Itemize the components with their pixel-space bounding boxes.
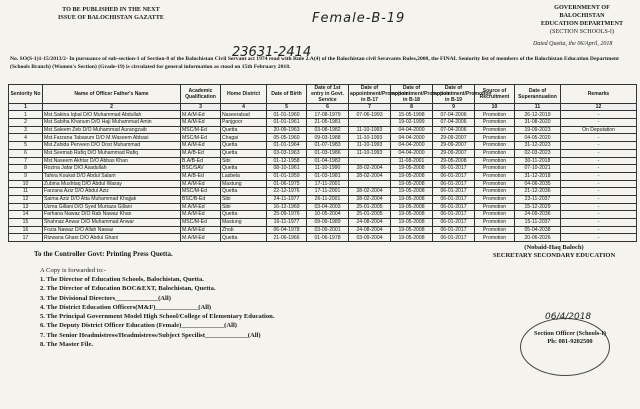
table-cell: 01-04-1982 <box>307 157 349 165</box>
table-cell: Promotion <box>475 226 515 234</box>
seniority-table <box>8 84 637 242</box>
table-cell: 04-04-2000 <box>391 142 433 150</box>
table-cell: Tahira Koukat D/O Abdul Salam <box>43 172 181 180</box>
table-cell: 3 <box>9 126 43 134</box>
column-number: 3 <box>181 104 221 111</box>
table-cell: 11-10-1993 <box>349 149 391 157</box>
stamp-line-1: Section Officer (Schools-I) <box>534 330 606 337</box>
department-line-1: GOVERNMENT OF BALOCHISTAN <box>554 4 610 19</box>
table-cell: Mst.Naseem Akhtar D/O Abbas Khan <box>43 157 181 165</box>
table-cell: 06-01-2017 <box>433 172 475 180</box>
table-cell: 7 <box>9 157 43 165</box>
table-row <box>9 203 637 211</box>
table-header-row <box>9 85 637 104</box>
table-cell: M.A/M-Ed <box>181 180 221 188</box>
table-cell: 06-01-2017 <box>433 188 475 196</box>
table-cell: - <box>561 149 637 157</box>
table-cell <box>349 157 391 165</box>
table-cell: 04-04-2000 <box>391 149 433 157</box>
table-cell: 04-06-2035 <box>515 180 561 188</box>
table-cell: BSC/B-Ed <box>181 195 221 203</box>
table-cell: Quetta <box>221 234 267 242</box>
table-cell: M.A/B-Ed <box>181 172 221 180</box>
table-cell: 25-01-2005 <box>349 203 391 211</box>
table-cell: 17 <box>9 234 43 242</box>
table-cell: MSC/M-Ed <box>181 126 221 134</box>
table-cell: 15 <box>9 219 43 227</box>
table-cell: B.A/B-Ed <box>181 157 221 165</box>
table-cell: Promotion <box>475 111 515 119</box>
table-cell: 19-05-2008 <box>391 203 433 211</box>
table-cell: 5 <box>9 142 43 150</box>
column-number: 1 <box>9 104 43 111</box>
table-cell: 11-08-2001 <box>391 157 433 165</box>
table-cell: 01-03-1986 <box>307 149 349 157</box>
table-cell: 16 <box>9 226 43 234</box>
table-cell: 06-01-2017 <box>433 165 475 173</box>
table-cell: 29-05-2008 <box>433 157 475 165</box>
handwritten-title: Female-B-19 <box>312 11 406 26</box>
table-cell: 06-04-1978 <box>267 226 307 234</box>
table-cell: Chagai <box>221 134 267 142</box>
table-cell: Sibi <box>221 203 267 211</box>
table-cell: - <box>561 195 637 203</box>
table-cell: 07-04-2006 <box>433 119 475 127</box>
column-header: Seniority No <box>9 85 43 104</box>
table-cell: 03-08-1982 <box>307 126 349 134</box>
column-header: Date of appointment/Promotion in B-18 <box>392 85 450 103</box>
table-cell: 21-05-1981 <box>307 119 349 127</box>
table-cell: 12 <box>9 195 43 203</box>
table-cell: Shahnaz Anwar D/O Muhammad Anwar <box>43 219 181 227</box>
table-row <box>9 226 637 234</box>
table-cell: 06-01-2017 <box>433 234 475 242</box>
table-cell: Promotion <box>475 134 515 142</box>
table-cell: 19-05-2008 <box>391 219 433 227</box>
table-cell: Quetta <box>221 149 267 157</box>
table-cell: 06-01-2017 <box>433 211 475 219</box>
forward-list-item: 4. The District Education Officers(M&F)_____________(All) <box>40 303 212 311</box>
table-row <box>9 165 637 173</box>
table-cell: Promotion <box>475 165 515 173</box>
table-cell: 26-12-2019 <box>515 111 561 119</box>
table-cell: - <box>561 119 637 127</box>
table-cell: 01-07-1983 <box>307 142 349 150</box>
forward-list-item: 7. The Senior Headmistress/Headmistress/Subject Specilist_____________(All) <box>40 331 261 339</box>
forward-list-item: 5. The Principal Government Model High School/College of Elementary Education. <box>40 313 275 321</box>
table-cell: - <box>561 134 637 142</box>
column-number: 8 <box>391 104 433 111</box>
table-cell: 29-09-2007 <box>433 142 475 150</box>
table-cell: 16-12-1969 <box>267 203 307 211</box>
table-row <box>9 149 637 157</box>
table-row <box>9 142 637 150</box>
table-cell: 25-01-2005 <box>349 211 391 219</box>
table-cell: MSC/M-Ed <box>181 188 221 196</box>
table-cell: 20-06-2026 <box>515 234 561 242</box>
table-cell: 21-06-1966 <box>267 234 307 242</box>
table-row <box>9 111 637 119</box>
table-cell: Fozia Nawaz D/O Allah Nawaz <box>43 226 181 234</box>
table-cell: 19-05-2008 <box>391 234 433 242</box>
table-cell: 15-12-2029 <box>515 203 561 211</box>
column-number: 9 <box>433 104 475 111</box>
table-cell: 01-01-1959 <box>267 172 307 180</box>
table-cell: Quetta <box>221 165 267 173</box>
dated-line: Dated Quetta, the 06/April, 2018 <box>533 41 613 47</box>
table-cell: 13 <box>9 203 43 211</box>
table-cell: 28-02-2004 <box>349 172 391 180</box>
table-cell: 11 <box>9 188 43 196</box>
table-cell: Mst.Seemab Rafiq D/O Muhammad Rafiq <box>43 149 181 157</box>
table-cell: 2 <box>9 119 43 127</box>
table-cell: 26-11-2001 <box>307 195 349 203</box>
forward-list <box>40 275 275 349</box>
column-number: 5 <box>267 104 307 111</box>
table-cell: Quetta <box>221 211 267 219</box>
gazette-line-1: TO BE PUBLISHED IN THE NEXT <box>62 6 160 13</box>
table-cell: 31-08-2020 <box>515 119 561 127</box>
table-cell: 24-09-2036 <box>515 211 561 219</box>
table-cell: - <box>561 219 637 227</box>
column-header: Home District <box>221 85 267 104</box>
column-number: 10 <box>475 104 515 111</box>
table-row <box>9 172 637 180</box>
table-cell: 28-02-2004 <box>349 188 391 196</box>
table-cell: 19-05-2008 <box>391 226 433 234</box>
table-row <box>9 219 637 227</box>
table-cell: Promotion <box>475 119 515 127</box>
table-cell: 25-09-1976 <box>267 211 307 219</box>
column-number: 4 <box>221 104 267 111</box>
table-cell: 19-05-2008 <box>391 188 433 196</box>
table-cell: M.A/B-Ed <box>181 149 221 157</box>
column-header: Date of appointment/Promotion in B-19 <box>434 85 492 103</box>
table-cell: 15-11-2037 <box>515 219 561 227</box>
table-cell: 17-11-2001 <box>307 188 349 196</box>
table-row <box>9 180 637 188</box>
table-cell: Naseerabad <box>221 111 267 119</box>
table-cell: 24-11-1977 <box>267 195 307 203</box>
table-cell: Panjgoor <box>221 119 267 127</box>
table-cell: Promotion <box>475 195 515 203</box>
table-cell: - <box>561 165 637 173</box>
table-cell: 29-09-2007 <box>433 149 475 157</box>
column-header: Source of Recruitment <box>475 85 515 104</box>
column-header: Date of Birth <box>267 85 307 104</box>
table-cell: 28-02-2004 <box>349 195 391 203</box>
table-cell: 09-09-1989 <box>307 219 349 227</box>
department-line-2: EDUCATION DEPARTMENT <box>540 20 624 27</box>
table-cell: 07-06-1993 <box>349 111 391 119</box>
table-cell: Mastung <box>221 219 267 227</box>
column-header: Name of Officer Father's Name <box>43 85 181 104</box>
table-cell: MSC/M-Ed <box>181 219 221 227</box>
table-cell: Promotion <box>475 203 515 211</box>
table-cell: 03-04-2003 <box>307 203 349 211</box>
table-cell: 31-12-2023 <box>515 142 561 150</box>
table-cell: 03-09-2004 <box>349 234 391 242</box>
table-row <box>9 234 637 242</box>
gazette-line-2: ISSUE OF BALOCHISTAN GAZATTE <box>58 14 164 21</box>
table-row <box>9 157 637 165</box>
table-cell: 01-12-1958 <box>267 157 307 165</box>
table-cell: Sibi <box>221 195 267 203</box>
table-cell: Promotion <box>475 149 515 157</box>
table-cell: Promotion <box>475 219 515 227</box>
column-header: Remarks <box>561 85 637 104</box>
forward-list-item: 2. The Director of Education BOC&EXT, Balochistan, Quetta. <box>40 285 216 293</box>
handwritten-reference: 23631-2414 <box>232 45 312 60</box>
table-cell: - <box>561 226 637 234</box>
stamp-handwriting: 06/4/2018 <box>545 312 592 322</box>
table-cell <box>349 119 391 127</box>
table-cell: 9 <box>9 172 43 180</box>
stamp-line-2: Ph: 081-9202500 <box>547 338 593 345</box>
table-cell: Mst.Saleem Zeb D/O Muhammad Aurangzaib <box>43 126 181 134</box>
table-cell: 06-01-2017 <box>433 203 475 211</box>
table-cell: MSC/M-Ed <box>181 134 221 142</box>
table-cell: Mst.Zahida Perveen D/O Dost Muhammad <box>43 142 181 150</box>
table-cell: 17-11-2001 <box>307 180 349 188</box>
table-cell: 09-03-1988 <box>307 134 349 142</box>
table-cell: 06-01-2017 <box>433 195 475 203</box>
table-cell: Uzma Gillani D/O Syed Murtaza Gillani <box>43 203 181 211</box>
table-cell: - <box>561 211 637 219</box>
table-cell: 04-04-2000 <box>391 134 433 142</box>
table-cell: Zubina Mushtaq D/O Abdul Wasay <box>43 180 181 188</box>
table-cell: 1 <box>9 111 43 119</box>
official-stamp <box>520 318 610 376</box>
table-cell: 28-02-2004 <box>349 165 391 173</box>
table-cell: - <box>561 188 637 196</box>
table-cell: M.A/M-Ed <box>181 234 221 242</box>
table-cell: 07-04-2006 <box>433 126 475 134</box>
table-cell: 06-01-2017 <box>433 180 475 188</box>
department-header <box>532 4 632 36</box>
table-cell: 19-05-2008 <box>391 165 433 173</box>
table-cell: 06-01-2017 <box>433 219 475 227</box>
table-cell: 19-05-2008 <box>391 172 433 180</box>
table-cell: - <box>561 172 637 180</box>
table-cell: 04-05-2020 <box>515 134 561 142</box>
table-cell: 19-05-2008 <box>391 195 433 203</box>
column-number: 7 <box>349 104 391 111</box>
column-header: Date of Superannuation <box>515 85 561 104</box>
table-cell: - <box>561 142 637 150</box>
table-cell: M.A/M-Ed <box>181 203 221 211</box>
table-cell: 01-01-1960 <box>267 111 307 119</box>
table-cell: 07-10-2021 <box>515 165 561 173</box>
table-cell <box>349 180 391 188</box>
table-cell: M.A/M-Ed <box>181 142 221 150</box>
table-cell: 08-10-1961 <box>267 165 307 173</box>
table-cell: Promotion <box>475 180 515 188</box>
table-cell: 24-08-2004 <box>349 219 391 227</box>
department-line-3: (SECTION SCHOOLS-I) <box>549 28 615 35</box>
table-cell: 11-10-1990 <box>307 165 349 173</box>
table-cell: 05-05-1960 <box>267 134 307 142</box>
table-cell: Mst.Sakina Iqbal D/O Muhammad Abdullah <box>43 111 181 119</box>
table-cell: 19-05-2008 <box>391 211 433 219</box>
column-number: 11 <box>515 104 561 111</box>
table-cell: On Deputation <box>561 126 637 134</box>
table-cell: Farzana Aziz D/O Abdul Aziz <box>43 188 181 196</box>
table-cell: 10-05-2004 <box>307 211 349 219</box>
table-cell: Promotion <box>475 172 515 180</box>
controller-line: To the Controller Govt: Printing Press Quetta. <box>34 250 173 258</box>
table-cell: Zhob <box>221 226 267 234</box>
table-cell: BSC/SAV <box>181 165 221 173</box>
table-cell: 01-01-1964 <box>267 142 307 150</box>
notification-text: No. SO(S-1)1-15/2013/2- In pursuance of sub-section-1 of Section-8 of the Balochistan Civil Servant act 1974 read with Rule 2.A(4) of the Balochistan civil Seravants Rules,2008, the FINAL Seniority list of members of the Balochistan Education Department (Schools Branch) (Women's Section) (Grade-19) is circulated for general information as stood on 15th February 2018. <box>10 56 619 70</box>
table-cell: 01-06-1975 <box>267 180 307 188</box>
table-cell: M.A/M-Ed <box>181 119 221 127</box>
table-cell: 01-03-1981 <box>307 172 349 180</box>
table-cell: 31-12-2018 <box>515 172 561 180</box>
table-cell: M.A/M-Ed <box>181 111 221 119</box>
table-cell: Rizwana Ghani D/O Abdul Ghani <box>43 234 181 242</box>
table-row <box>9 134 637 142</box>
table-cell: Quetta <box>221 126 267 134</box>
table-cell: 10 <box>9 180 43 188</box>
table-cell: Farhana Nawaz D/O Rab Nawaz Khan <box>43 211 181 219</box>
signer-title: SECRETARY SECONDARY EDUCATION <box>492 252 616 259</box>
column-header: Date of appointment/Promotion in B-17 <box>350 85 408 103</box>
table-cell: 03-09-2001 <box>307 226 349 234</box>
signature-block <box>484 244 624 260</box>
table-cell: Mst.Farzana Tabasum D/O M.Waseem Abbasi <box>43 134 181 142</box>
table-cell: 19-09-2023 <box>515 126 561 134</box>
table-cell: 8 <box>9 165 43 173</box>
table-cell: 19-05-2008 <box>391 180 433 188</box>
table-row <box>9 195 637 203</box>
column-number: 12 <box>561 104 637 111</box>
table-cell: 23-11-2037 <box>515 195 561 203</box>
table-cell: 30-11-2018 <box>515 157 561 165</box>
table-cell: 16-11-1977 <box>267 219 307 227</box>
column-header: Academic Qualification <box>181 85 221 104</box>
table-cell: - <box>561 234 637 242</box>
table-row <box>9 119 637 127</box>
table-cell: 29-09-2007 <box>433 134 475 142</box>
table-row <box>9 188 637 196</box>
table-cell: 22-12-1976 <box>267 188 307 196</box>
table-cell: - <box>561 180 637 188</box>
forward-list-item: 1. The Director of Education Schools, Balochistan, Quetta. <box>40 276 204 283</box>
table-cell: 04-04-2000 <box>391 126 433 134</box>
table-cell: 05-04-2038 <box>515 226 561 234</box>
table-cell: 6 <box>9 149 43 157</box>
table-cell: - <box>561 203 637 211</box>
table-cell: 21-12-2036 <box>515 188 561 196</box>
table-cell: 4 <box>9 134 43 142</box>
forward-list-item: 3. The Divisional Directors_____________(All) <box>40 294 171 302</box>
forward-list-item: 6. The Deputy District Officer Education (Female)_____________(All) <box>40 322 237 330</box>
signer-name: (Nobaid-Haq Baloch) <box>524 244 584 251</box>
table-cell: M.A/M-Ed <box>181 211 221 219</box>
stamp-text <box>520 330 620 346</box>
table-cell: M.A/M-Ed <box>181 226 221 234</box>
table-cell: - <box>561 111 637 119</box>
table-row <box>9 211 637 219</box>
column-number: 6 <box>307 104 349 111</box>
table-number-row <box>9 104 637 111</box>
table-cell: 01-01-1961 <box>267 119 307 127</box>
table-cell: 03-03-1963 <box>267 149 307 157</box>
table-cell: 11-10-1993 <box>349 126 391 134</box>
table-cell: 17-08-1979 <box>307 111 349 119</box>
table-row <box>9 126 637 134</box>
table-cell: Mst.Sabiha Khanum D/O Haji Muhammad Amin <box>43 119 181 127</box>
table-cell: Promotion <box>475 126 515 134</box>
table-cell: 19-02-1999 <box>391 119 433 127</box>
table-cell: 11-10-1993 <box>349 134 391 142</box>
table-cell: Sibi <box>221 157 267 165</box>
table-cell: - <box>561 157 637 165</box>
table-cell: 14 <box>9 211 43 219</box>
table-cell: 15-05-1998 <box>391 111 433 119</box>
table-cell: Promotion <box>475 188 515 196</box>
table-cell: 24-08-2004 <box>349 226 391 234</box>
table-cell: Promotion <box>475 211 515 219</box>
table-cell: Promotion <box>475 157 515 165</box>
gazette-header <box>58 6 164 22</box>
table-cell: 11-10-1993 <box>349 142 391 150</box>
table-cell: Promotion <box>475 142 515 150</box>
column-number: 2 <box>43 104 181 111</box>
table-cell: Quetta <box>221 142 267 150</box>
table-cell: 07-04-2006 <box>433 111 475 119</box>
table-cell: Lasbela <box>221 172 267 180</box>
table-cell: 20-09-1963 <box>267 126 307 134</box>
table-cell: Promotion <box>475 234 515 242</box>
table-cell: Quetta <box>221 188 267 196</box>
table-cell: 01-06-1978 <box>307 234 349 242</box>
table-cell: 02-03-2023 <box>515 149 561 157</box>
table-cell: Rozina Jafar D/O Asadullah <box>43 165 181 173</box>
column-header: Date of 1st entry in Govt. Service <box>307 85 349 104</box>
table-cell: 06-01-2017 <box>433 226 475 234</box>
table-cell: Mastung <box>221 180 267 188</box>
table-cell: Saima Aziz D/O Atta Muhammad Khajjak <box>43 195 181 203</box>
forward-list-item: 8. The Master File. <box>40 341 94 349</box>
copy-intro: A Copy is forwarded to:- <box>40 267 106 274</box>
